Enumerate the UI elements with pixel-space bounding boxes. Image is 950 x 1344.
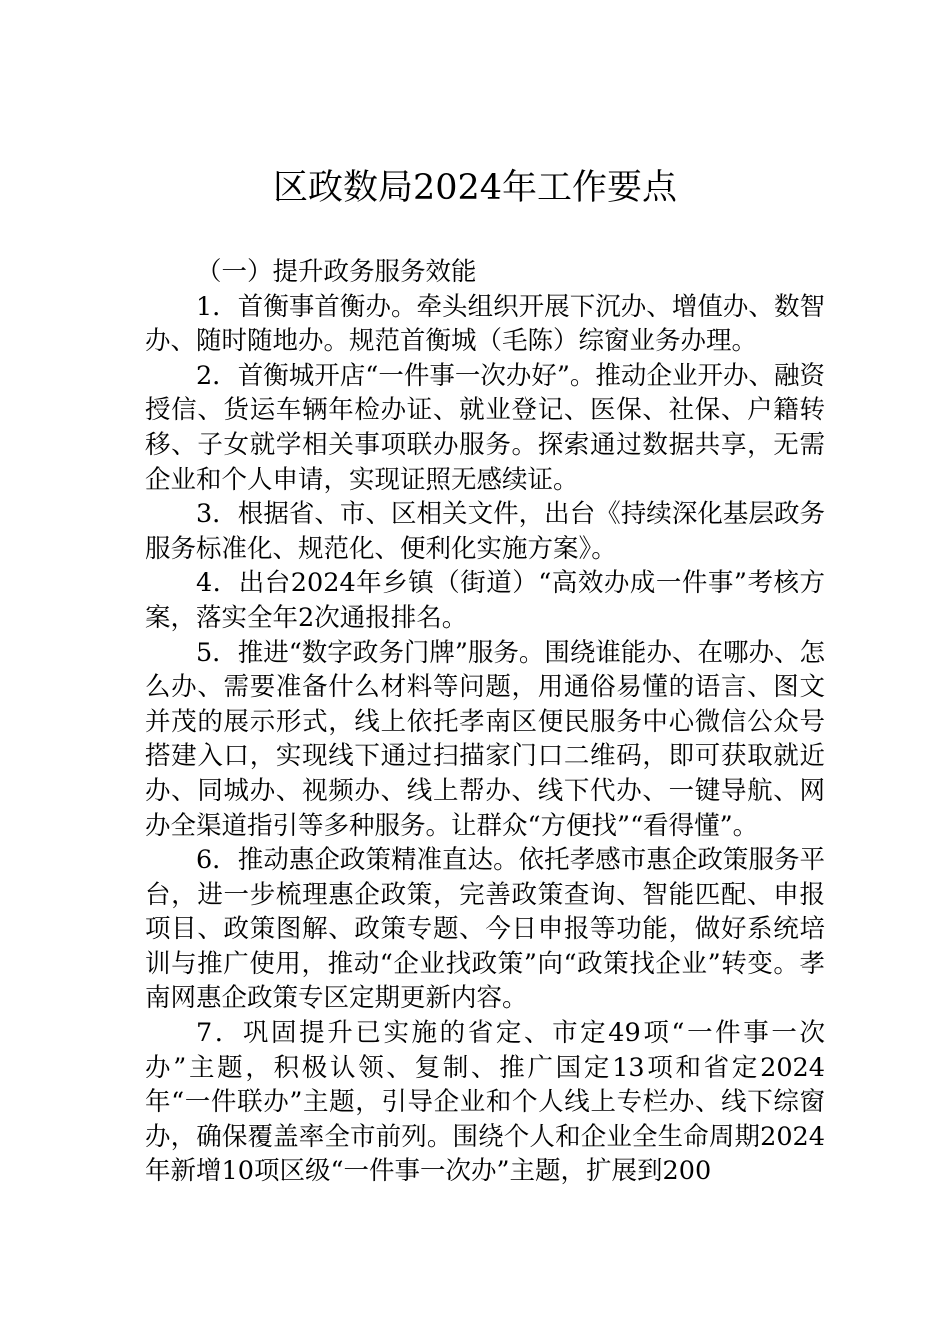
- paragraph-item-2: 2．首衡城开店“一件事一次办好”。推动企业开办、融资授信、货运车辆年检办证、就业登记、医保、社保、户籍转移、子女就学相关事项联办服务。探索通过数据共享，无需企业和个人申请，实现证照无感续证。: [145, 360, 825, 495]
- paragraph-item-5: 5．推进“数字政务门牌”服务。围绕谁能办、在哪办、怎么办、需要准备什么材料等问题，用通俗易懂的语言、图文并茂的展示形式，线上依托孝南区便民服务中心微信公众号搭建入口，实现线下通过扫描家门口二维码，即可获取就近办、同城办、视频办、线上帮办、线下代办、一键导航、网办全渠道指引等多种服务。让群众“方便找”“看得懂”。: [145, 637, 825, 841]
- paragraph-item-6: 6．推动惠企政策精准直达。依托孝感市惠企政策服务平台，进一步梳理惠企政策，完善政策查询、智能匹配、申报项目、政策图解、政策专题、今日申报等功能，做好系统培训与推广使用，推动“企业找政策”向“政策找企业”转变。孝南网惠企政策专区定期更新内容。: [145, 845, 825, 1014]
- document-body: [145, 255, 825, 1189]
- paragraph-item-4: 4．出台2024年乡镇（街道）“高效办成一件事”考核方案，落实全年2次通报排名。: [145, 568, 825, 633]
- paragraph-item-1: 1．首衡事首衡办。牵头组织开展下沉办、增值办、数智办、随时随地办。规范首衡城（毛陈）综窗业务办理。: [145, 291, 825, 357]
- paragraph-item-7: 7．巩固提升已实施的省定、市定49项“一件事一次办”主题，积极认领、复制、推广国定13项和省定2024年“一件联办”主题，引导企业和个人线上专栏办、线下综窗办，确保覆盖率全市前列。围绕个人和企业全生命周期2024年新增10项区级“一件事一次办”主题，扩展到200: [145, 1018, 825, 1187]
- paragraph-item-3: 3．根据省、市、区相关文件，出台《持续深化基层政务服务标准化、规范化、便利化实施方案》。: [145, 499, 825, 564]
- document-title: 区政数局2024年工作要点: [272, 168, 678, 208]
- section-heading: （一）提升政务服务效能: [196, 257, 477, 287]
